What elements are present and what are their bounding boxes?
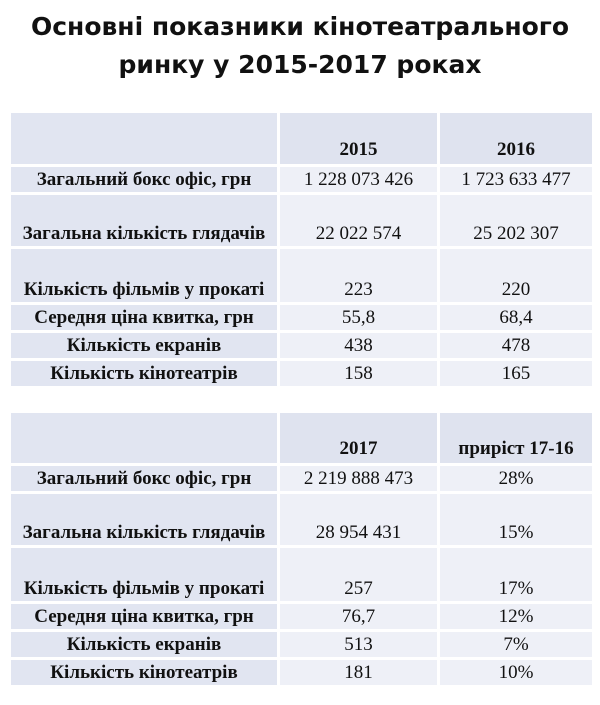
header-corner-cell [11, 113, 277, 164]
value-box-office-2017: 2 219 888 473 [280, 466, 437, 491]
table-row [11, 195, 592, 246]
value-films-2016: 220 [440, 249, 592, 302]
value-ticket-price-2016: 68,4 [440, 305, 592, 330]
table-row [11, 167, 592, 192]
row-label-screens: Кількість екранів [11, 632, 277, 657]
table-row [11, 305, 592, 330]
row-label-viewers: Загальна кількість глядачів [11, 195, 277, 246]
table-header-row [11, 113, 592, 164]
row-label-cinemas: Кількість кінотеатрів [11, 361, 277, 386]
row-label-films: Кількість фільмів у прокаті [11, 548, 277, 601]
value-cinemas-2016: 165 [440, 361, 592, 386]
row-label-screens: Кількість екранів [11, 333, 277, 358]
row-label-ticket-price: Середня ціна квитка, грн [11, 604, 277, 629]
table-row [11, 494, 592, 545]
table-2015-2016 [8, 110, 595, 389]
value-ticket-price-growth: 12% [440, 604, 592, 629]
value-box-office-2016: 1 723 633 477 [440, 167, 592, 192]
header-growth: приріст 17-16 [440, 413, 592, 463]
value-screens-growth: 7% [440, 632, 592, 657]
row-label-viewers: Загальна кількість глядачів [11, 494, 277, 545]
value-cinemas-2017: 181 [280, 660, 437, 685]
value-viewers-2016: 25 202 307 [440, 195, 592, 246]
table-row [11, 632, 592, 657]
table-row [11, 249, 592, 302]
header-2017: 2017 [280, 413, 437, 463]
value-ticket-price-2015: 55,8 [280, 305, 437, 330]
table-row [11, 361, 592, 386]
table-2017-growth [8, 410, 595, 688]
row-label-ticket-price: Середня ціна квитка, грн [11, 305, 277, 330]
table-header-row [11, 413, 592, 463]
table-row [11, 660, 592, 685]
value-cinemas-2015: 158 [280, 361, 437, 386]
title-line-1: Основні показники кінотеатрального [30, 12, 570, 41]
header-2016: 2016 [440, 113, 592, 164]
table-row [11, 333, 592, 358]
value-films-2017: 257 [280, 548, 437, 601]
table-row [11, 548, 592, 601]
row-label-box-office: Загальний бокс офіс, грн [11, 167, 277, 192]
value-viewers-2015: 22 022 574 [280, 195, 437, 246]
header-2015: 2015 [280, 113, 437, 164]
value-screens-2017: 513 [280, 632, 437, 657]
value-box-office-2015: 1 228 073 426 [280, 167, 437, 192]
value-cinemas-growth: 10% [440, 660, 592, 685]
value-box-office-growth: 28% [440, 466, 592, 491]
value-films-growth: 17% [440, 548, 592, 601]
row-label-films: Кількість фільмів у прокаті [11, 249, 277, 302]
table-row [11, 466, 592, 491]
table-row [11, 604, 592, 629]
header-corner-cell [11, 413, 277, 463]
value-ticket-price-2017: 76,7 [280, 604, 437, 629]
value-viewers-2017: 28 954 431 [280, 494, 437, 545]
value-screens-2015: 438 [280, 333, 437, 358]
value-films-2015: 223 [280, 249, 437, 302]
value-screens-2016: 478 [440, 333, 592, 358]
value-viewers-growth: 15% [440, 494, 592, 545]
row-label-cinemas: Кількість кінотеатрів [11, 660, 277, 685]
row-label-box-office: Загальний бокс офіс, грн [11, 466, 277, 491]
page-title [0, 8, 600, 84]
title-line-2: ринку у 2015-2017 роках [118, 50, 482, 79]
